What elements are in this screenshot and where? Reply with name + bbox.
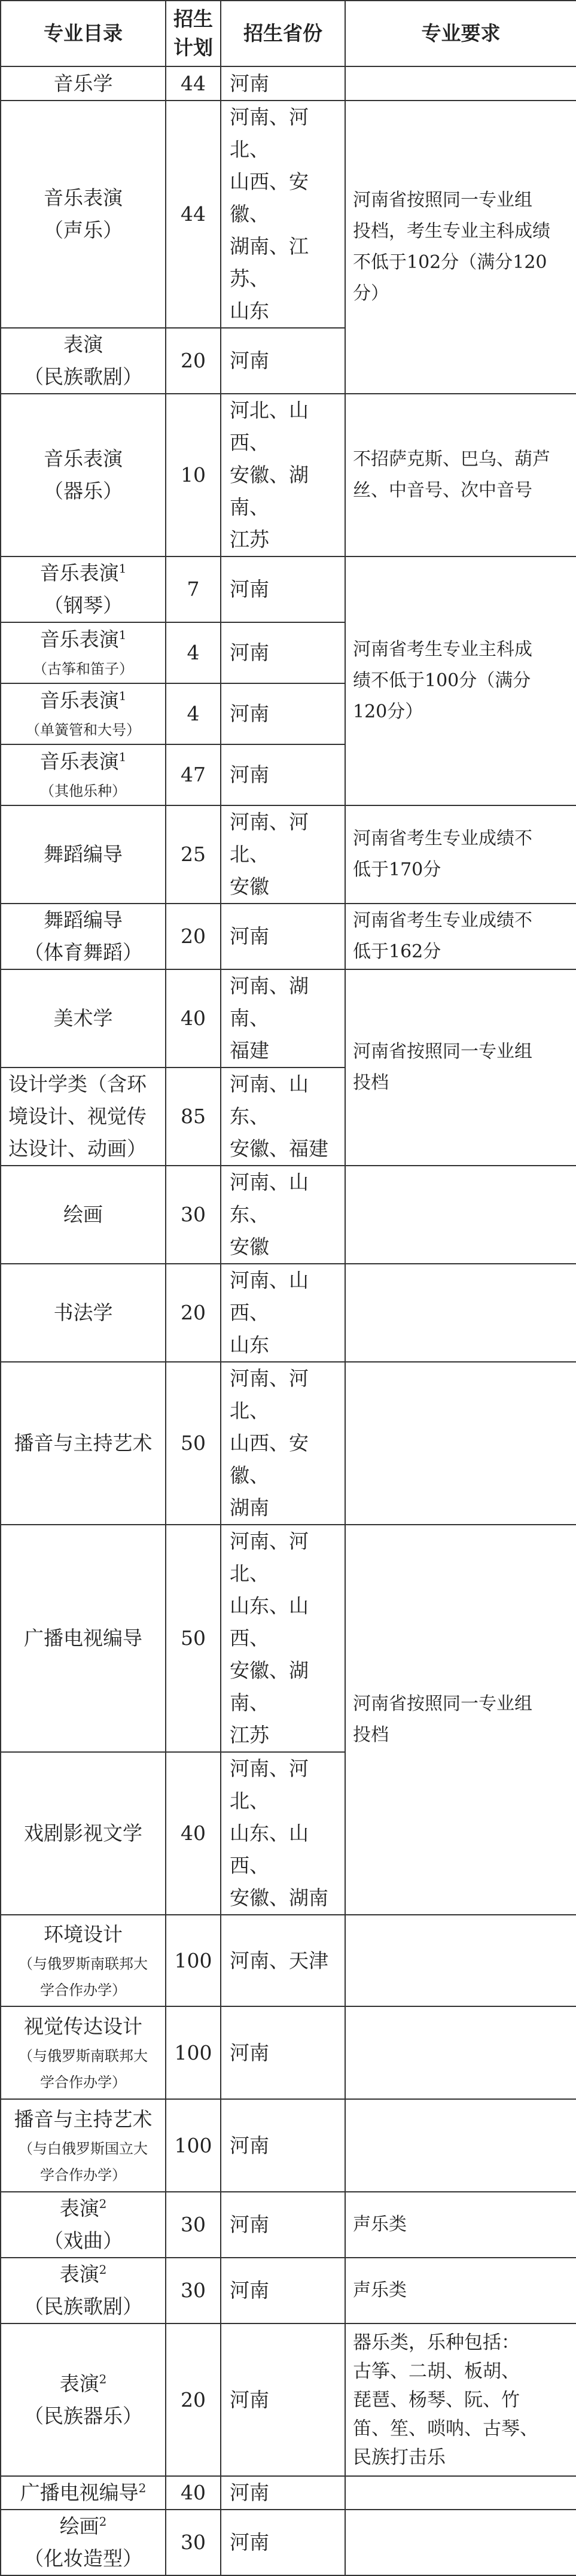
plan-cell: 44	[166, 66, 221, 101]
header-provinces: 招生省份	[221, 1, 345, 66]
major-cell	[1, 2258, 166, 2323]
province-line: 山东	[230, 1333, 269, 1357]
major-cell	[1, 744, 166, 805]
requirement-line: 绩不低于100分（满分	[353, 670, 531, 691]
province-line: 河南	[230, 71, 269, 95]
requirements-cell	[345, 2006, 576, 2099]
major-name-text: 音乐表演	[39, 628, 119, 651]
major-name: 舞蹈编导	[44, 843, 123, 866]
major-name-text: 表演	[59, 2197, 99, 2220]
province-line: 河南、河北、	[230, 1757, 309, 1812]
provinces-cell	[221, 744, 345, 805]
footnote-marker: 2	[138, 2481, 147, 2495]
provinces-cell	[221, 1166, 345, 1264]
major-name-text: 广播电视编导	[20, 2481, 139, 2504]
requirements-cell	[345, 1525, 576, 1915]
requirement-line: 丝、中音号、次中音号	[353, 480, 532, 501]
province-line: 河南、湖南、	[230, 974, 309, 1030]
provinces-cell	[221, 1067, 345, 1166]
requirement-line: 器乐类，乐种包括：	[353, 2331, 520, 2353]
major-name	[4, 2477, 163, 2509]
major-cell	[1, 2323, 166, 2476]
requirement-line: 投档	[353, 1072, 389, 1093]
table-row	[1, 66, 576, 101]
provinces-cell	[221, 2476, 345, 2510]
provinces-cell	[221, 1264, 345, 1362]
major-subtitle: （戏曲）	[44, 2229, 123, 2252]
major-name-text: 表演	[59, 2262, 99, 2286]
major-name-text: 表演	[59, 2371, 99, 2395]
provinces-cell	[221, 2510, 345, 2575]
province-line: 福建	[230, 1039, 269, 1062]
province-line: 河南	[230, 763, 269, 786]
requirement-line: 河南省按照同一专业组	[353, 190, 532, 211]
requirement-line: 河南省按照同一专业组	[353, 1041, 532, 1062]
province-line: 河南、河北、	[230, 810, 309, 866]
major-name: 环境设计	[44, 1922, 123, 1946]
requirement-line: 河南省考生专业主科成	[353, 639, 532, 660]
major-note: （与俄罗斯南联邦大	[19, 1955, 148, 1972]
major-subtitle: （民族歌剧）	[24, 2295, 142, 2318]
footnote-marker: 1	[118, 689, 127, 703]
province-line: 山东	[230, 299, 269, 323]
header-plan	[166, 1, 221, 66]
requirements-cell	[345, 66, 576, 101]
requirements-cell	[345, 1264, 576, 1362]
province-line: 河南、河北、	[230, 1529, 309, 1585]
major-name: 戏剧影视文学	[24, 1821, 142, 1845]
provinces-cell	[221, 2006, 345, 2099]
table-row	[1, 904, 576, 969]
footnote-marker: 1	[118, 628, 127, 642]
plan-cell: 100	[166, 2006, 221, 2099]
major-subtitle: （古筝和笛子）	[33, 661, 133, 677]
provinces-cell	[221, 328, 345, 394]
province-line: 河南	[230, 2213, 269, 2236]
requirement-line: 120分）	[353, 701, 423, 722]
plan-cell: 50	[166, 1525, 221, 1752]
plan-cell: 30	[166, 2258, 221, 2323]
province-line: 河南	[230, 641, 269, 664]
major-cell	[1, 969, 166, 1067]
major-name	[8, 557, 158, 589]
major-subtitle: （钢琴）	[44, 594, 123, 617]
major-cell	[1, 622, 166, 683]
province-line: 河南、山西、	[230, 1269, 309, 1324]
major-name: 音乐表演	[44, 447, 123, 470]
requirement-line: 笛、笙、唢呐、古琴、	[353, 2417, 538, 2440]
plan-cell: 100	[166, 2099, 221, 2192]
table-row	[1, 2006, 576, 2099]
major-name: 音乐表演	[44, 186, 123, 209]
requirement-line: 低于170分	[353, 859, 441, 880]
plan-cell: 20	[166, 904, 221, 969]
requirement-line: 不低于102分（满分120	[353, 252, 547, 273]
major-cell	[1, 394, 166, 556]
footnote-marker: 1	[118, 750, 127, 764]
province-line: 安徽、湖南、	[230, 463, 309, 519]
footnote-marker: 1	[118, 561, 127, 576]
requirement-line: 古筝、二胡、板胡、	[353, 2360, 520, 2382]
footnote-marker: 2	[99, 2514, 107, 2529]
footnote-marker: 2	[99, 2371, 107, 2386]
provinces-cell	[221, 1525, 345, 1752]
major-cell	[1, 101, 166, 328]
major-subtitle: （器乐）	[44, 479, 123, 503]
major-subtitle: （单簧管和大号）	[26, 722, 141, 738]
major-subtitle: （民族器乐）	[24, 2404, 142, 2428]
major-name: 美术学	[53, 1006, 113, 1030]
table-row	[1, 2258, 576, 2323]
major-cell	[1, 66, 166, 101]
provinces-cell	[221, 1362, 345, 1525]
province-line: 河南、河北、	[230, 105, 309, 161]
major-cell	[1, 1362, 166, 1525]
major-name	[8, 2510, 158, 2542]
plan-cell: 30	[166, 2192, 221, 2258]
plan-cell: 30	[166, 1166, 221, 1264]
table-row	[1, 1264, 576, 1362]
major-subtitle: （民族歌剧）	[24, 365, 142, 388]
major-cell	[1, 683, 166, 744]
table-row	[1, 969, 576, 1067]
requirements-cell	[345, 969, 576, 1166]
province-line: 湖南、江苏、	[230, 235, 309, 290]
requirements-cell	[345, 2258, 576, 2323]
plan-cell: 50	[166, 1362, 221, 1525]
province-line: 安徽	[230, 1235, 269, 1258]
table-row	[1, 805, 576, 904]
table-row	[1, 2510, 576, 2575]
requirement-line: 河南省考生专业成绩不	[353, 910, 532, 931]
major-name: 舞蹈编导	[44, 908, 123, 932]
provinces-cell	[221, 394, 345, 556]
major-name	[8, 746, 158, 778]
requirement-line: 河南省考生专业成绩不	[353, 828, 532, 849]
requirement-line: 不招萨克斯、巴乌、葫芦	[353, 449, 550, 470]
plan-cell: 100	[166, 1915, 221, 2006]
major-cell	[1, 556, 166, 622]
requirements-cell	[345, 2192, 576, 2258]
major-name: 境设计、视觉传	[8, 1105, 147, 1128]
major-note: （与白俄罗斯国立大	[19, 2140, 148, 2157]
major-cell	[1, 1915, 166, 2006]
province-line: 安徽、湖南、	[230, 1659, 309, 1714]
major-name	[8, 685, 158, 717]
footnote-marker: 2	[99, 2197, 107, 2211]
major-name-text: 音乐表演	[39, 561, 119, 585]
plan-cell: 20	[166, 328, 221, 394]
provinces-cell	[221, 1915, 345, 2006]
plan-cell: 40	[166, 1752, 221, 1915]
province-line: 安徽、湖南	[230, 1886, 328, 1909]
table-row	[1, 394, 576, 556]
province-line: 山西、安徽、	[230, 1431, 309, 1487]
major-name	[8, 624, 158, 656]
major-cell	[1, 328, 166, 394]
provinces-cell	[221, 683, 345, 744]
header-major: 专业目录	[1, 1, 166, 66]
requirements-cell	[345, 1166, 576, 1264]
table-row	[1, 2192, 576, 2258]
requirement-line: 琵琶、杨琴、阮、竹	[353, 2389, 520, 2411]
major-subtitle: （化妆造型）	[24, 2547, 142, 2570]
requirements-cell	[345, 2099, 576, 2192]
requirement-line: 河南省按照同一专业组	[353, 1693, 532, 1714]
requirement-line: 低于162分	[353, 941, 441, 962]
plan-cell: 20	[166, 1264, 221, 1362]
province-line: 山东、山西、	[230, 1594, 309, 1650]
table-row	[1, 1915, 576, 2006]
major-name: 书法学	[53, 1301, 113, 1324]
requirement-line: 声乐类	[353, 2214, 407, 2235]
province-line: 河南	[230, 577, 269, 601]
major-cell	[1, 1264, 166, 1362]
province-line: 江苏	[230, 1723, 269, 1747]
requirement-line: 投档，考生专业主科成绩	[353, 221, 550, 242]
major-name: 表演	[63, 333, 103, 356]
major-name: 播音与主持艺术	[14, 1431, 153, 1455]
plan-cell: 20	[166, 2323, 221, 2476]
provinces-cell	[221, 2258, 345, 2323]
plan-cell: 4	[166, 622, 221, 683]
major-subtitle: （体育舞蹈）	[24, 941, 142, 964]
header-plan-line1: 招生	[173, 7, 213, 31]
requirements-cell	[345, 101, 576, 394]
major-name: 播音与主持艺术	[14, 2107, 153, 2131]
plan-cell: 7	[166, 556, 221, 622]
major-name	[8, 2192, 158, 2225]
table-row	[1, 1166, 576, 1264]
province-line: 河南	[230, 2481, 269, 2504]
major-cell	[1, 1752, 166, 1915]
province-line: 河南、河北、	[230, 1367, 309, 1422]
province-line: 安徽、福建	[230, 1137, 328, 1160]
major-name-text: 音乐表演	[39, 689, 119, 712]
major-subtitle: （其他乐种）	[40, 783, 126, 799]
major-name: 音乐学	[53, 71, 113, 95]
provinces-cell	[221, 1752, 345, 1915]
province-line: 河南、天津	[230, 1948, 328, 1972]
province-line: 河南、山东、	[230, 1170, 309, 1226]
table-row	[1, 1362, 576, 1525]
major-note: 学合作办学）	[40, 1981, 126, 1999]
major-cell	[1, 2006, 166, 2099]
major-name: 广播电视编导	[24, 1626, 142, 1650]
plan-cell: 47	[166, 744, 221, 805]
provinces-cell	[221, 101, 345, 328]
header-row	[1, 1, 576, 66]
major-name-text: 音乐表演	[39, 750, 119, 773]
table-row	[1, 101, 576, 328]
footnote-marker: 2	[99, 2262, 107, 2277]
plan-cell: 85	[166, 1067, 221, 1166]
major-cell	[1, 1525, 166, 1752]
major-name: 达设计、动画）	[8, 1137, 147, 1160]
major-subtitle: （声乐）	[44, 218, 123, 242]
provinces-cell	[221, 904, 345, 969]
major-name: 设计学类（含环	[8, 1072, 147, 1096]
provinces-cell	[221, 622, 345, 683]
table-row	[1, 1525, 576, 1752]
requirements-cell	[345, 1915, 576, 2006]
provinces-cell	[221, 805, 345, 904]
plan-cell: 40	[166, 969, 221, 1067]
requirements-cell	[345, 2323, 576, 2476]
requirements-cell	[345, 2476, 576, 2510]
province-line: 河南	[230, 2040, 269, 2064]
table-row	[1, 2323, 576, 2476]
major-cell	[1, 1166, 166, 1264]
provinces-cell	[221, 2323, 345, 2476]
province-line: 江苏	[230, 528, 269, 551]
major-name	[8, 2368, 158, 2400]
province-line: 河南、山东、	[230, 1072, 309, 1128]
major-note: 学合作办学）	[40, 2073, 126, 2091]
requirement-line: 声乐类	[353, 2280, 407, 2301]
requirements-cell	[345, 805, 576, 904]
major-name: 绘画	[63, 1203, 103, 1226]
provinces-cell	[221, 2099, 345, 2192]
header-requirements: 专业要求	[345, 1, 576, 66]
requirements-cell	[345, 2510, 576, 2575]
major-cell	[1, 805, 166, 904]
plan-cell: 30	[166, 2510, 221, 2575]
requirement-line: 分）	[353, 283, 389, 304]
province-line: 湖南	[230, 1496, 269, 1519]
province-line: 山西、安徽、	[230, 170, 309, 226]
major-cell	[1, 904, 166, 969]
requirement-line: 民族打击乐	[353, 2446, 446, 2468]
major-cell	[1, 2476, 166, 2510]
requirements-cell	[345, 904, 576, 969]
province-line: 河南	[230, 2133, 269, 2157]
header-plan-line2: 计划	[173, 36, 213, 59]
plan-cell: 25	[166, 805, 221, 904]
plan-cell: 40	[166, 2476, 221, 2510]
provinces-cell	[221, 969, 345, 1067]
major-name-text: 绘画	[59, 2514, 99, 2538]
provinces-cell	[221, 66, 345, 101]
major-cell	[1, 2510, 166, 2575]
province-line: 河南	[230, 349, 269, 372]
province-line: 河南	[230, 702, 269, 725]
requirements-cell	[345, 556, 576, 805]
major-note: （与俄罗斯南联邦大	[19, 2047, 148, 2064]
table-row	[1, 2476, 576, 2510]
table-row	[1, 2099, 576, 2192]
requirements-cell	[345, 394, 576, 556]
major-cell	[1, 2099, 166, 2192]
requirement-line: 投档	[353, 1725, 389, 1745]
province-line: 河南	[230, 2531, 269, 2554]
table-row	[1, 556, 576, 622]
provinces-cell	[221, 556, 345, 622]
province-line: 河北、山西、	[230, 399, 309, 454]
province-line: 河南	[230, 2279, 269, 2302]
major-note: 学合作办学）	[40, 2166, 126, 2183]
province-line: 河南	[230, 924, 269, 948]
major-cell	[1, 1067, 166, 1166]
province-line: 山东、山西、	[230, 1821, 309, 1877]
requirements-cell	[345, 1362, 576, 1525]
major-cell	[1, 2192, 166, 2258]
major-name: 视觉传达设计	[24, 2014, 142, 2038]
province-line: 河南	[230, 2388, 269, 2411]
provinces-cell	[221, 2192, 345, 2258]
plan-cell: 10	[166, 394, 221, 556]
plan-cell: 4	[166, 683, 221, 744]
major-name	[8, 2258, 158, 2291]
province-line: 安徽	[230, 875, 269, 898]
plan-cell: 44	[166, 101, 221, 328]
